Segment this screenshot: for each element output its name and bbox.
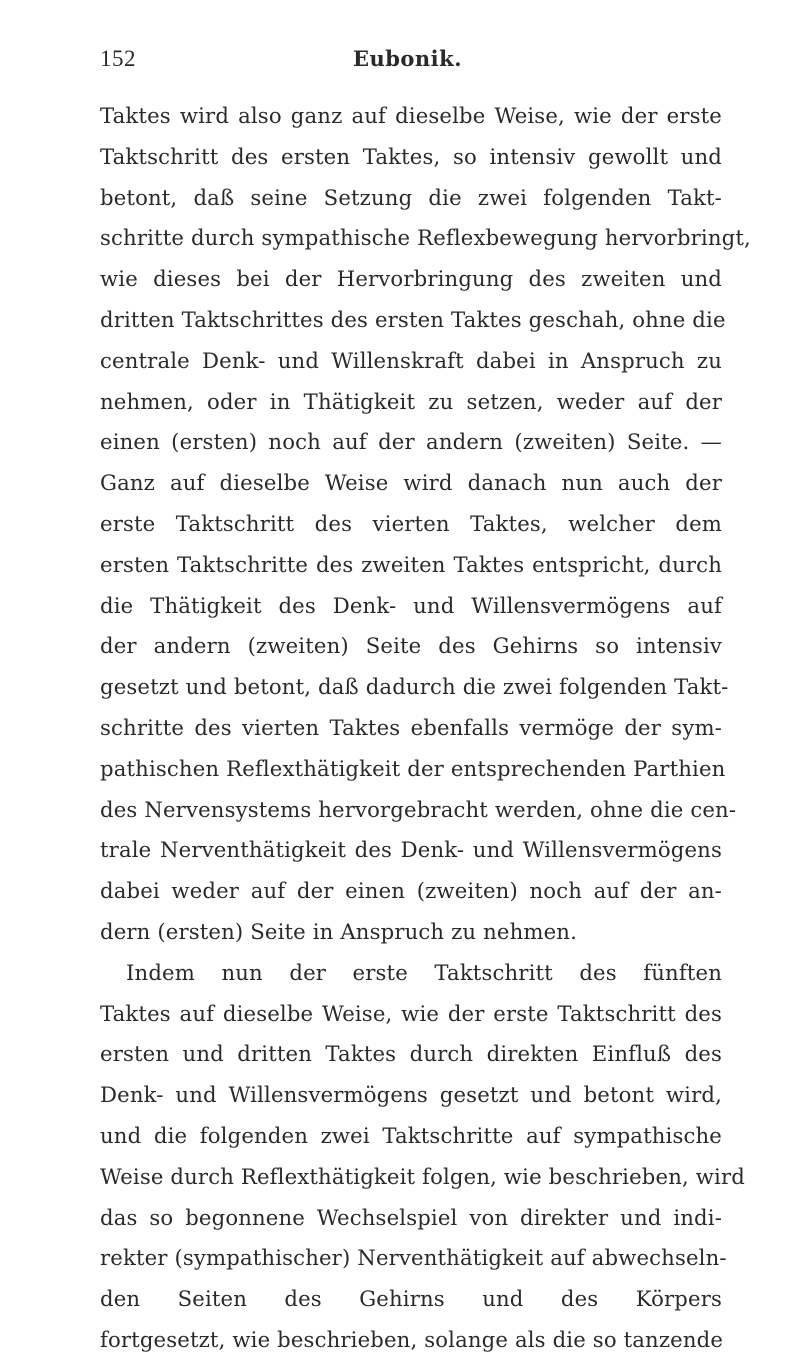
- text-line: dabei weder auf der einen (zweiten) noch auf der an-: [100, 878, 722, 904]
- text-line: rekter (sympathischer) Nerventhätigkeit auf abwechseln-: [100, 1245, 727, 1271]
- text-line: Weise durch Reflexthätigkeit folgen, wie beschrieben, wird: [100, 1163, 745, 1189]
- text-line: gesetzt und betont, daß dadurch die zwei folgenden Takt-: [100, 674, 729, 700]
- text-line: die Thätigkeit des Denk- und Willensvermögens auf: [100, 592, 722, 618]
- text-line: den Seiten des Gehirns und des Körpers: [100, 1286, 722, 1312]
- text-line: wie dieses bei der Hervorbringung des zweiten und: [100, 266, 722, 292]
- text-line: des Nervensystems hervorgebracht werden, ohne die cen-: [100, 796, 737, 822]
- text-line: dern (ersten) Seite in Anspruch zu nehmen.: [100, 918, 577, 944]
- text-line: Taktes auf dieselbe Weise, wie der erste Taktschritt des: [100, 1000, 722, 1026]
- text-line: das so begonnene Wechselspiel von direkter und indi-: [100, 1204, 722, 1230]
- text-line: Ganz auf dieselbe Weise wird danach nun auch der: [100, 470, 722, 496]
- text-line: centrale Denk- und Willenskraft dabei in Anspruch zu: [100, 347, 722, 373]
- text-line: Taktes wird also ganz auf dieselbe Weise, wie der erste: [100, 103, 722, 128]
- text-line: pathischen Reflexthätigkeit der entsprechenden Parthien: [100, 755, 726, 781]
- text-line: dritten Taktschrittes des ersten Taktes geschah, ohne die: [100, 306, 726, 332]
- text-line: ersten Taktschritte des zweiten Taktes entspricht, durch: [100, 551, 722, 577]
- text-line: erste Taktschritt des vierten Taktes, welcher dem: [100, 510, 722, 536]
- page-number: 152: [100, 46, 136, 71]
- text-line: schritte durch sympathische Reflexbewegung hervorbringt,: [100, 225, 751, 251]
- text-line: ersten und dritten Taktes durch direkten Einfluß des: [100, 1041, 722, 1067]
- text-line: nehmen, oder in Thätigkeit zu setzen, weder auf der: [100, 388, 722, 414]
- text-line: einen (ersten) noch auf der andern (zweiten) Seite. —: [100, 429, 722, 455]
- text-line: Denk- und Willensvermögens gesetzt und betont wird,: [100, 1082, 722, 1108]
- body-text: [100, 96, 751, 1361]
- text-line: fortgesetzt, wie beschrieben, solange als die so tanzende: [100, 1326, 724, 1352]
- text-line: trale Nerventhätigkeit des Denk- und Willensvermögens: [100, 837, 722, 863]
- text-line: der andern (zweiten) Seite des Gehirns so intensiv: [100, 633, 722, 659]
- text-line: betont, daß seine Setzung die zwei folgenden Takt-: [100, 184, 722, 210]
- running-title: Eubonik.: [352, 46, 463, 71]
- text-line: Indem nun der erste Taktschritt des fünften: [126, 959, 722, 985]
- text-line: schritte des vierten Taktes ebenfalls vermöge der sym-: [100, 714, 722, 740]
- page-header: [100, 46, 715, 76]
- text-line: und die folgenden zwei Taktschritte auf sympathische: [100, 1122, 722, 1148]
- text-line: Taktschritt des ersten Taktes, so intensiv gewollt und: [100, 143, 722, 169]
